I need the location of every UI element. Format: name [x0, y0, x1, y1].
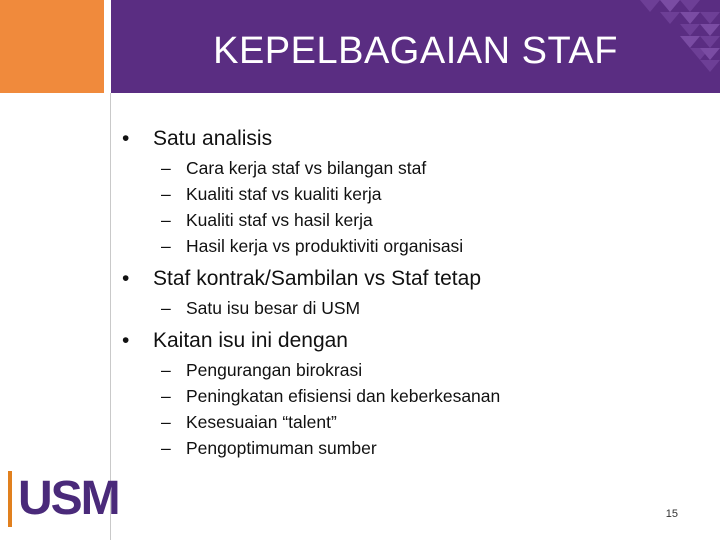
- sub-item: [161, 181, 702, 207]
- sub-item: [161, 383, 702, 409]
- sub-item: [161, 155, 702, 181]
- sub-item: [161, 207, 702, 233]
- sub-item-text: Satu isu besar di USM: [186, 298, 361, 318]
- orange-accent-block: [0, 0, 104, 93]
- dash-icon: –: [161, 438, 171, 458]
- sub-item-text: Pengoptimuman sumber: [186, 438, 377, 458]
- sub-item-text: Kualiti staf vs hasil kerja: [186, 210, 373, 230]
- dash-icon: –: [161, 236, 171, 256]
- slide-content: [122, 125, 702, 467]
- sub-list: [161, 155, 702, 259]
- bullet-text: Satu analisis: [153, 127, 273, 150]
- sub-item-text: Kesesuaian “talent”: [186, 412, 337, 432]
- bullet-text: Kaitan isu ini dengan: [153, 329, 348, 352]
- dash-icon: –: [161, 360, 171, 380]
- sub-item: [161, 233, 702, 259]
- sub-item-text: Pengurangan birokrasi: [186, 360, 363, 380]
- sub-item: [161, 435, 702, 461]
- sub-item-text: Hasil kerja vs produktiviti organisasi: [186, 236, 464, 256]
- sub-item: [161, 409, 702, 435]
- bullet-dot-icon: •: [122, 329, 130, 352]
- sub-item: [161, 295, 702, 321]
- dash-icon: –: [161, 210, 171, 230]
- sub-item-text: Cara kerja staf vs bilangan staf: [186, 158, 427, 178]
- usm-logo: [8, 468, 119, 530]
- dash-icon: –: [161, 158, 171, 178]
- logo-text: USM: [18, 472, 119, 525]
- bullet-text: Staf kontrak/Sambilan vs Staf tetap: [153, 267, 482, 290]
- title-banner: [111, 0, 720, 93]
- slide-title: KEPELBAGAIAN STAF: [213, 30, 618, 72]
- dash-icon: –: [161, 386, 171, 406]
- bullet-dot-icon: •: [122, 127, 130, 150]
- page-number: 15: [665, 508, 678, 520]
- sub-list: [161, 357, 702, 461]
- sub-item-text: Kualiti staf vs kualiti kerja: [186, 184, 382, 204]
- bullet-item: [122, 265, 702, 293]
- sub-item: [161, 357, 702, 383]
- dash-icon: –: [161, 298, 171, 318]
- dash-icon: –: [161, 412, 171, 432]
- sub-list: [161, 295, 702, 321]
- bullet-item: [122, 327, 702, 355]
- dash-icon: –: [161, 184, 171, 204]
- bullet-item: [122, 125, 702, 153]
- sub-item-text: Peningkatan efisiensi dan keberkesanan: [186, 386, 501, 406]
- bullet-dot-icon: •: [122, 267, 130, 290]
- logo-accent-bar: [8, 471, 12, 527]
